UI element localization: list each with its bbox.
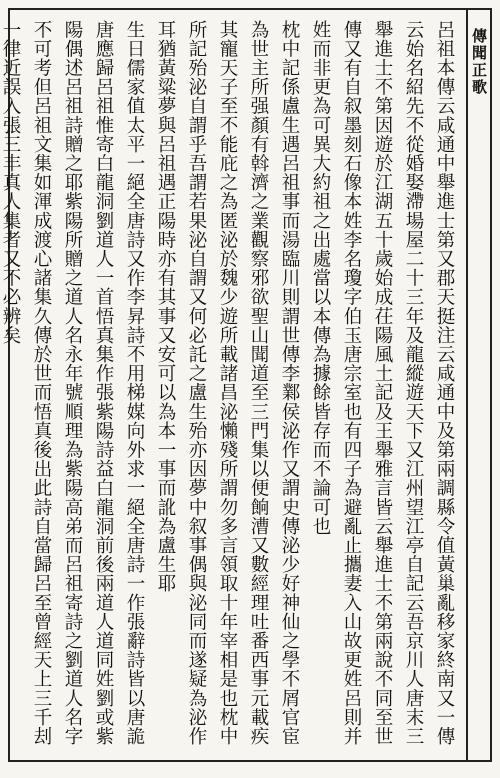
text-column-8: 其寵天子至不能庇之為匿泌於魏少遊所載諸昌泌懶殘所謂勿多言領取十年宰相是也枕中 <box>217 20 238 746</box>
text-column-14: 不可考但呂祖文集如渾成渡心諸集久傳於世而悟真後出此詩自當歸呂至曾經天上三千刦 <box>31 20 52 746</box>
text-column-10: 耳猶黃粱夢與呂祖遇正陽時亦有其事又安可以為本一事而訛為盧生耶 <box>155 20 176 593</box>
margin-title: 傳聞正歌 <box>470 28 488 96</box>
text-column-11: 生日儒家值太平一絕全唐詩又作李昇詩不用梯媒向外求一絕全唐詩一作張辭詩皆以唐詭 <box>124 20 145 746</box>
text-column-6: 枕中記係盧生遇呂祖事而湯臨川則謂世傳李鄴侯泌作又謂史傳泌少好神仙之學不屑官宦 <box>279 20 300 746</box>
text-column-1: 呂祖本傳云咸通中舉進士第又郡天挺注云咸通中及第兩調縣令值黃巢亂移家終南又一傳 <box>434 20 455 746</box>
text-column-13: 陽偶述呂祖詩贈之耶紫陽所贈之道人名永年號順理為紫陽高弟而呂祖寄詩之劉道人名字 <box>62 20 83 746</box>
page-frame <box>0 8 492 762</box>
text-column-15: 一律近誤入張三丰真人集者又不必辨矣 <box>0 20 21 345</box>
text-column-7: 為世主所强顏有斡濟之業觀察邪欲聖山聞道至三門集以便餉漕又數經理吐番西事元載疾 <box>248 20 269 746</box>
text-column-12: 唐應歸呂祖惟寄白龍洞劉道人一首悟真集作張紫陽詩益白龍洞前後兩道人道同姓劉或紫 <box>93 20 114 746</box>
text-column-3: 舉進士不第因遊於江湖五十歲始成茌陽風土記及王舉雅言皆云舉進士不第兩說不同至世 <box>372 20 393 746</box>
text-column-5: 姓而非更為可異大約祖之出處當以本傳為據餘皆存而不論可也 <box>310 20 331 536</box>
text-column-9: 所記殆泌自謂乎吾謂若果泌自謂又何必託之盧生殆亦因夢中叙事偶與泌同而遂疑為泌作 <box>186 20 207 746</box>
text-column-4: 傳又有自叙墨刻石像本姓李名瓊字伯玉唐宗室也有四子為避亂止攜妻入山故更姓呂則并 <box>341 20 362 746</box>
text-body <box>0 20 460 752</box>
text-column-2: 云始名紹先不從婚娶滯場屋二十三年及龍縱遊天下又江州望江亭自記云吾京川人唐末三 <box>403 20 424 746</box>
margin-column <box>466 10 490 760</box>
